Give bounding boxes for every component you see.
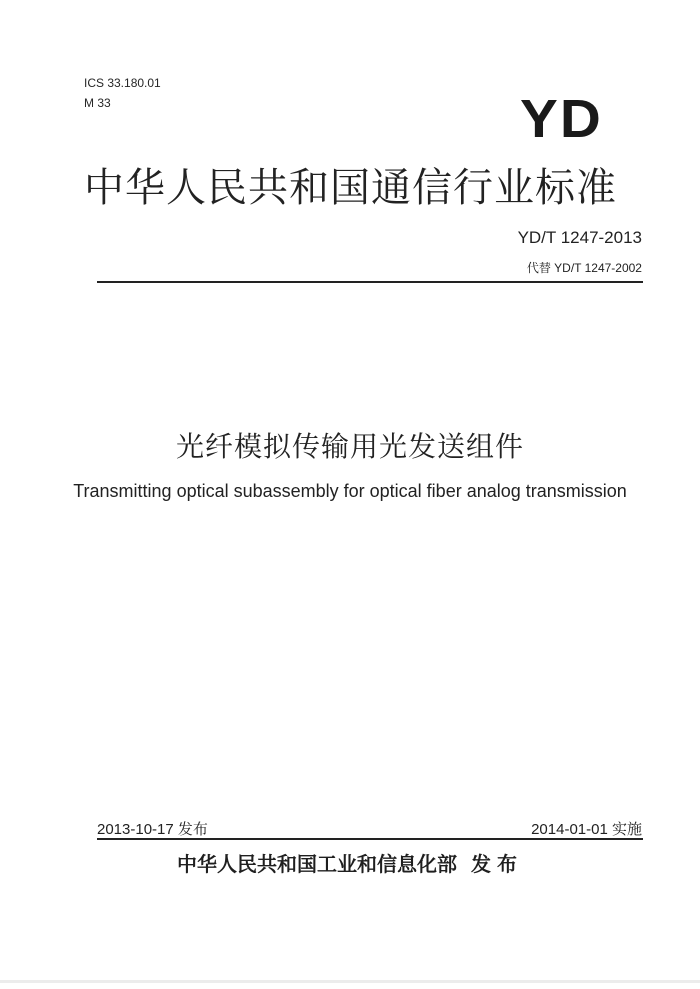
issuing-authority xyxy=(0,848,700,877)
footer-divider xyxy=(97,838,643,840)
header-divider xyxy=(97,281,643,283)
scan-edge xyxy=(0,980,700,983)
issue-date: 2013-10-17 发布 xyxy=(97,821,208,838)
standard-number: YD/T 1247-2013 xyxy=(517,228,642,247)
standard-category-title: 中华人民共和国通信行业标准 xyxy=(84,166,617,210)
ics-code: ICS 33.180.01 xyxy=(84,76,161,90)
document-title-cn: 光纤模拟传输用光发送组件 xyxy=(175,431,524,462)
issuer-name: 中华人民共和国工业和信息化部 xyxy=(177,852,457,876)
ccs-code: M 33 xyxy=(84,96,111,110)
implementation-date: 2014-01-01 实施 xyxy=(531,821,642,838)
yd-logo: YD xyxy=(520,89,603,149)
replaces-note: 代替 YD/T 1247-2002 xyxy=(526,261,642,275)
document-title-en: Transmitting optical subassembly for optical fiber analog transmission xyxy=(73,481,627,501)
issuer-verb: 发布 xyxy=(471,852,523,876)
